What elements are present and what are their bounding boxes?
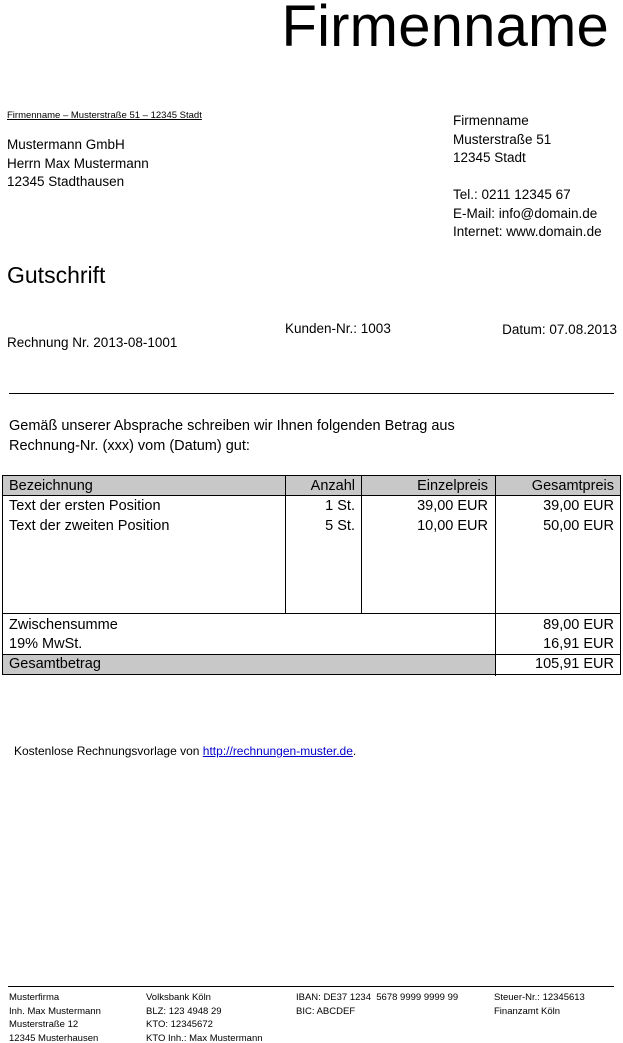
note-prefix: Kostenlose Rechnungsvorlage von xyxy=(14,744,203,758)
subtotal-label: Zwischensumme xyxy=(9,617,118,633)
recipient-person: Herrn Max Mustermann xyxy=(7,155,149,171)
footer-line: Finanzamt Köln xyxy=(494,1005,561,1017)
spacer xyxy=(453,168,602,187)
footer-line: Musterstraße 12 xyxy=(9,1019,79,1030)
grand-total-label: Gesamtbetrag xyxy=(9,656,101,672)
company-name-header: Firmenname xyxy=(281,0,609,59)
row-2-description: Text der zweiten Position xyxy=(9,518,170,534)
recipient-address xyxy=(7,136,149,192)
invoice-number: Rechnung Nr. 2013-08-1001 xyxy=(7,335,178,350)
recipient-city: 12345 Stadthausen xyxy=(7,174,125,189)
header-description: Bezeichnung xyxy=(9,478,93,494)
row-1-quantity: 1 St. xyxy=(325,498,355,514)
header-total: Gesamtpreis xyxy=(531,478,614,494)
footer-iban xyxy=(296,991,458,1018)
row-2-total: 50,00 EUR xyxy=(543,518,614,534)
footer-line: BLZ: 123 4948 29 xyxy=(146,1005,222,1017)
sender-name: Firmenname xyxy=(453,113,529,128)
row-2-unit-price: 10,00 EUR xyxy=(417,518,488,534)
note-suffix: . xyxy=(352,744,357,758)
header-quantity: Anzahl xyxy=(310,478,355,494)
footer-line: 12345 Musterhausen xyxy=(9,1032,99,1043)
intro-text xyxy=(9,416,455,456)
sender-phone: Tel.: 0211 12345 67 xyxy=(453,187,571,202)
vat-value: 16,91 EUR xyxy=(543,636,614,652)
grand-total-value: 105,91 EUR xyxy=(535,656,614,672)
row-1-unit-price: 39,00 EUR xyxy=(417,498,488,514)
footer-line: Volksbank Köln xyxy=(146,992,211,1003)
vat-label: 19% MwSt. xyxy=(9,636,83,652)
customer-number: Kunden-Nr.: 1003 xyxy=(285,321,391,336)
row-divider xyxy=(3,613,620,614)
footer-line: KTO: 12345672 xyxy=(146,1019,213,1030)
subtotal-value: 89,00 EUR xyxy=(543,617,614,633)
footer-line: KTO Inh.: Max Mustermann xyxy=(146,1032,263,1043)
footer-line: IBAN: DE37 1234 5678 9999 9999 99 xyxy=(296,992,459,1003)
divider xyxy=(9,393,614,394)
row-1-total: 39,00 EUR xyxy=(543,498,614,514)
footer-bank xyxy=(146,991,263,1043)
sender-street: Musterstraße 51 xyxy=(453,131,552,147)
footer-line: Inh. Max Mustermann xyxy=(9,1005,101,1017)
sender-city: 12345 Stadt xyxy=(453,150,526,165)
document-date: Datum: 07.08.2013 xyxy=(502,322,617,337)
template-link[interactable]: http://rechnungen-muster.de xyxy=(202,744,353,758)
footer-line: BIC: ABCDEF xyxy=(296,1005,356,1017)
sender-contact-block xyxy=(453,112,602,242)
row-1-description: Text der ersten Position xyxy=(9,498,161,514)
sender-email: E-Mail: info@domain.de xyxy=(453,205,598,221)
document-title: Gutschrift xyxy=(7,262,106,288)
footer-divider xyxy=(8,986,614,987)
sender-address-line: Firmenname – Musterstraße 51 – 12345 Stadt xyxy=(7,110,202,121)
template-note xyxy=(14,744,356,758)
footer-line: Musterfirma xyxy=(9,992,60,1003)
header-unit-price: Einzelpreis xyxy=(417,478,488,494)
footer-company xyxy=(9,991,101,1043)
items-table xyxy=(2,475,621,675)
sender-web: Internet: www.domain.de xyxy=(453,224,602,239)
row-2-quantity: 5 St. xyxy=(325,518,355,534)
intro-line-2: Rechnung-Nr. (xxx) vom (Datum) gut: xyxy=(9,438,250,454)
footer-line: Steuer-Nr.: 12345613 xyxy=(494,992,585,1003)
intro-line-1: Gemäß unserer Absprache schreiben wir Ihnen folgenden Betrag aus xyxy=(9,418,455,434)
recipient-company: Mustermann GmbH xyxy=(7,137,125,152)
footer-tax xyxy=(494,991,585,1018)
